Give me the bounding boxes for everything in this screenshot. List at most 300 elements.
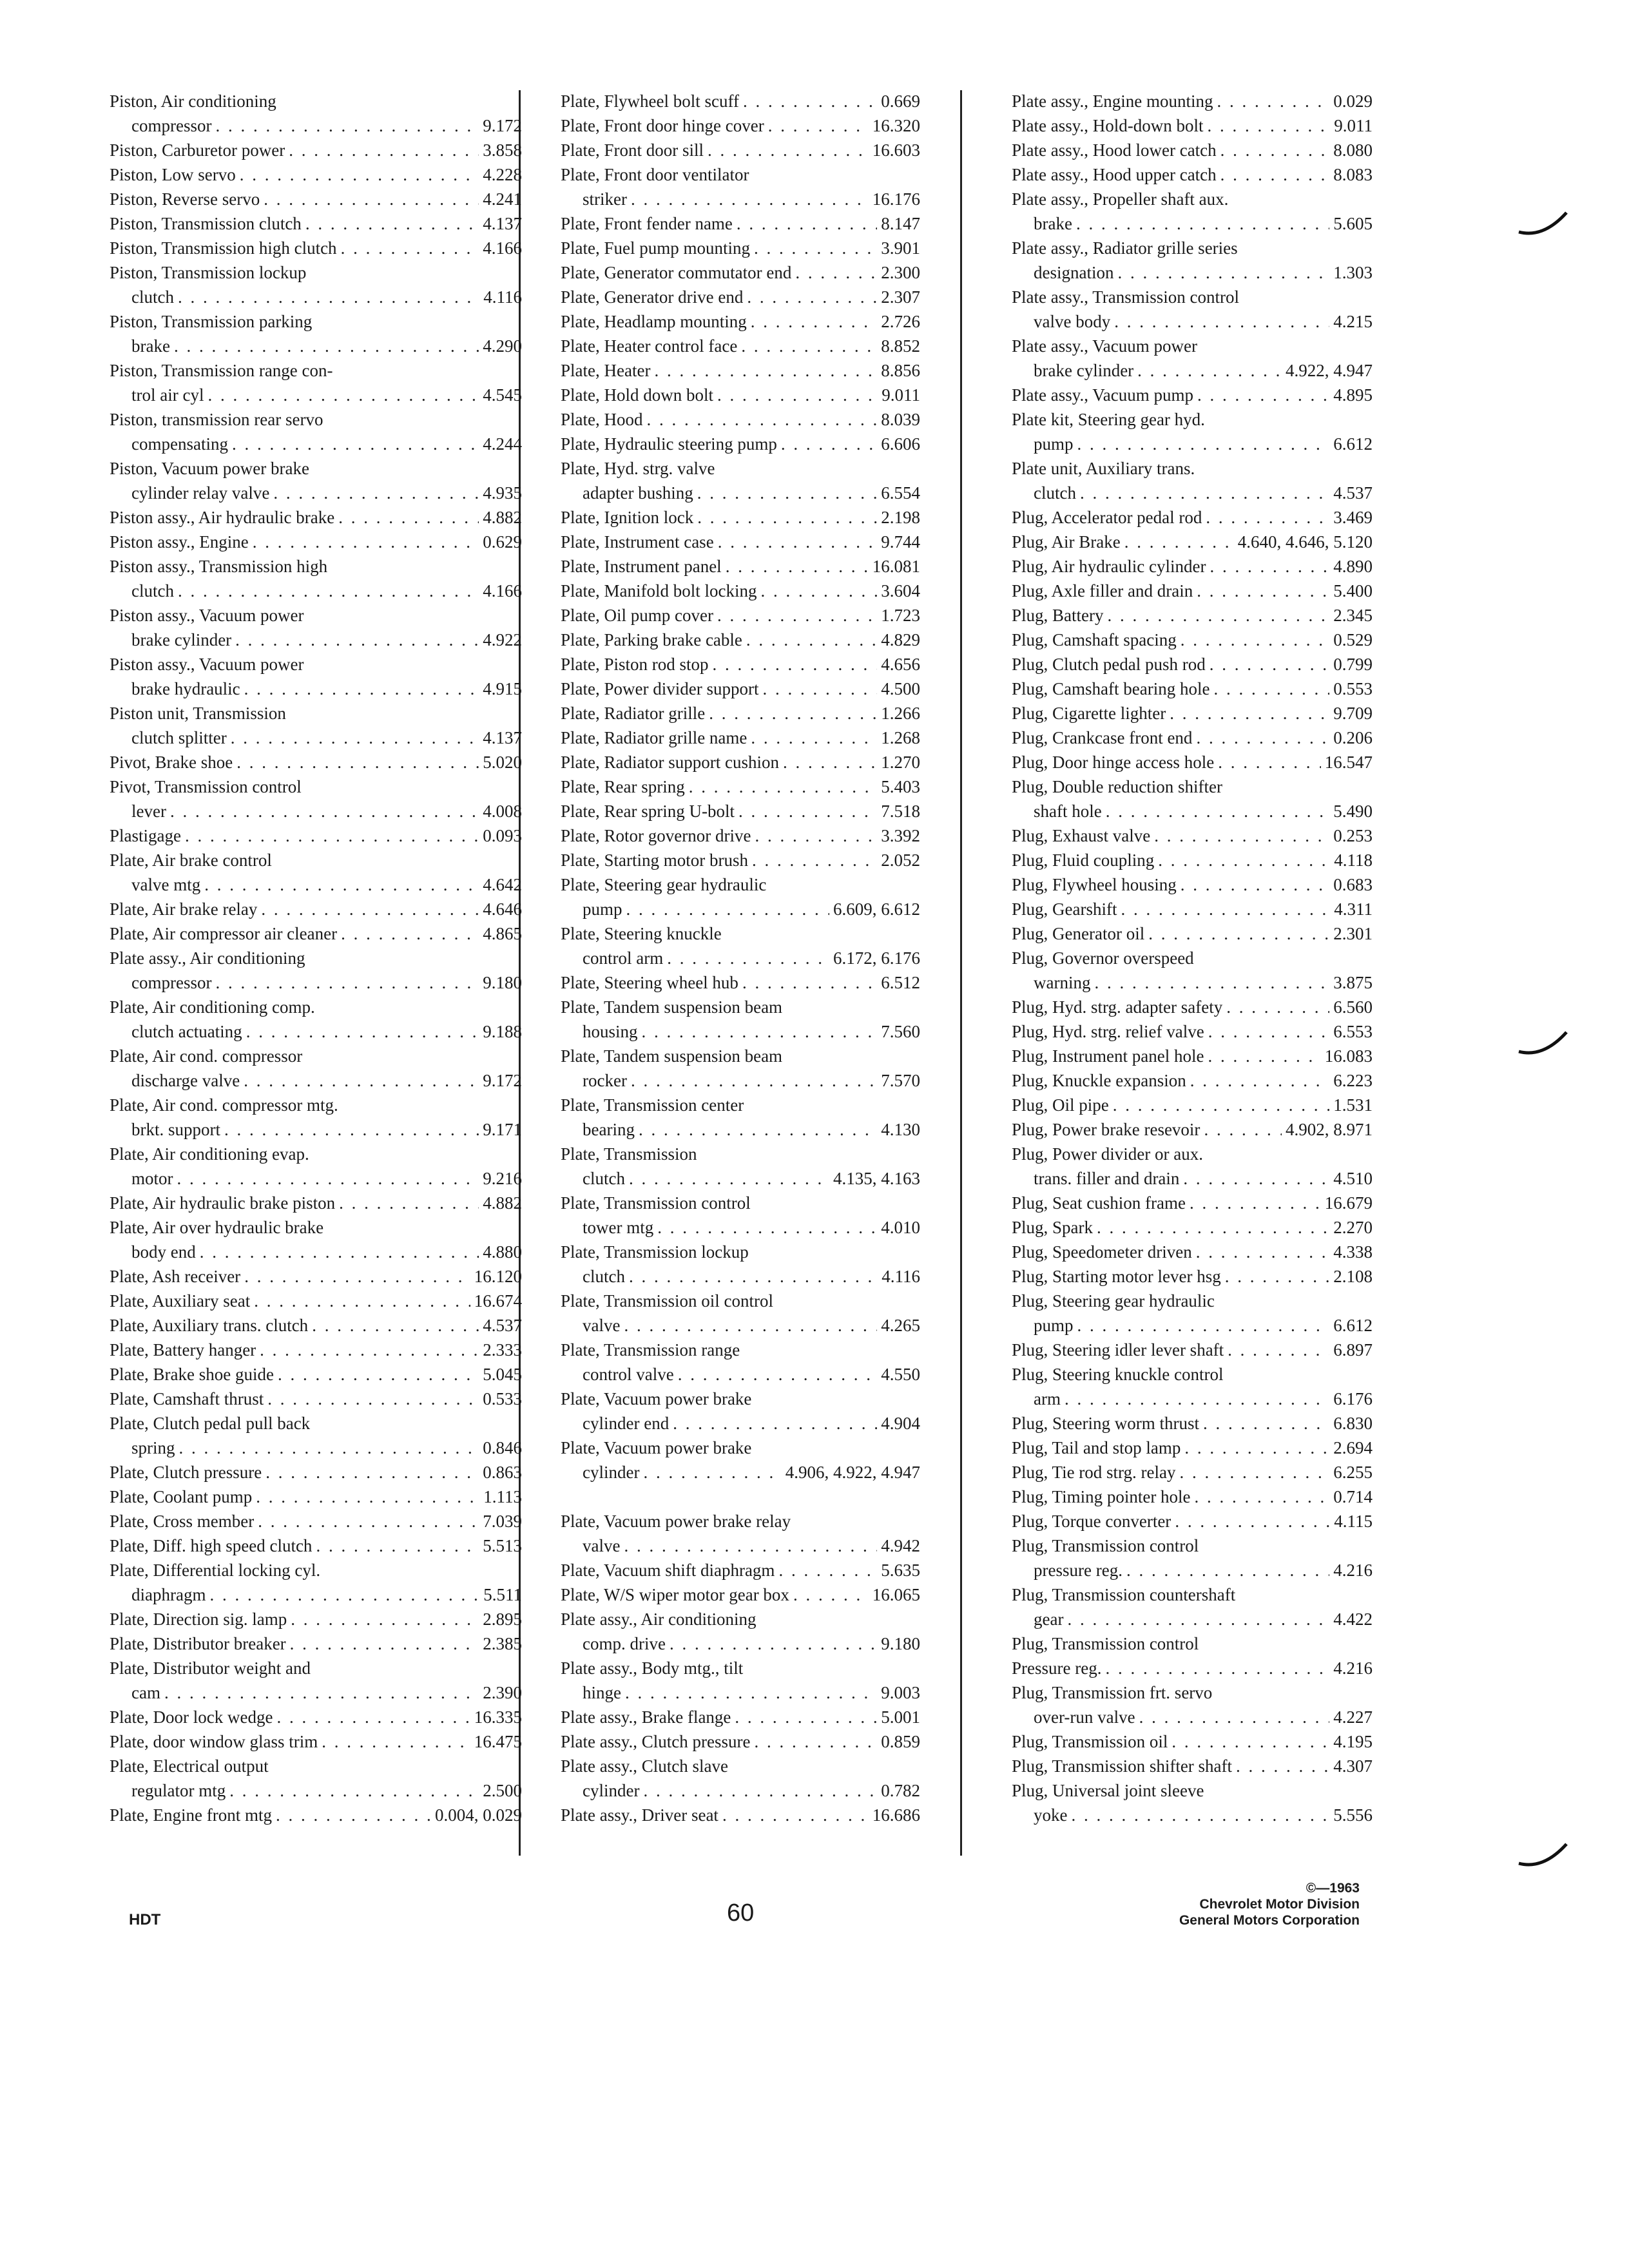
index-entry: [110, 1019, 522, 1044]
index-entry: [561, 579, 920, 603]
entry-text: Plate, Hood: [561, 410, 643, 429]
entry-text: Plug, Steering worm thrust: [1012, 1414, 1199, 1433]
index-entry: [1012, 1362, 1373, 1387]
entry-text: Plate, Rear spring U-bolt: [561, 802, 735, 821]
index-entry: [1012, 358, 1373, 383]
entry-text: brake: [1034, 214, 1072, 233]
entry-text: Piston, Transmission parking: [110, 312, 313, 331]
entry-text: Plate, Ignition lock: [561, 508, 694, 527]
entry-text: Plug, Crankcase front end: [1012, 728, 1193, 747]
index-entry: [110, 970, 522, 995]
dot-leader: [629, 1264, 878, 1289]
dot-leader: [1113, 1093, 1329, 1117]
index-entry: [110, 1754, 522, 1778]
entry-reference: 4.227: [1333, 1707, 1373, 1727]
index-entry: [110, 1778, 522, 1803]
entry-text: Plate, Vacuum power brake relay: [561, 1512, 791, 1531]
entry-text: Plate, Headlamp mounting: [561, 312, 747, 331]
entry-text: Plate, Instrument case: [561, 532, 714, 552]
dot-leader: [624, 1313, 877, 1338]
dot-leader: [1190, 1191, 1321, 1215]
entry-text: Plate assy., Engine mounting: [1012, 91, 1213, 111]
entry-text: Plate kit, Steering gear hyd.: [1012, 410, 1205, 429]
index-entry: [561, 89, 920, 113]
dot-leader: [260, 1338, 479, 1362]
entry-reference: 2.385: [483, 1634, 522, 1653]
entry-reference: 6.512: [881, 973, 920, 992]
dot-leader: [1158, 848, 1330, 872]
entry-text: Plate, Distributor weight and: [110, 1658, 311, 1678]
dot-leader: [1203, 1411, 1329, 1436]
entry-reference: 4.137: [483, 728, 522, 747]
entry-reference: 4.890: [1333, 557, 1373, 576]
entry-text: Plate, Radiator grille: [561, 704, 706, 723]
dot-leader: [232, 432, 479, 456]
index-entry: [1012, 1460, 1373, 1485]
entry-text: Plug, Transmission control: [1012, 1634, 1199, 1653]
entry-text: Plug, Axle filler and drain: [1012, 581, 1193, 601]
entry-text: clutch: [583, 1267, 625, 1286]
copyright-division: Chevrolet Motor Division: [1199, 1897, 1360, 1912]
entry-reference: 6.176: [1333, 1389, 1373, 1408]
dot-leader: [254, 1289, 470, 1313]
index-entry: [1012, 1705, 1373, 1729]
index-entry: [1012, 1411, 1373, 1436]
index-column-3: [1012, 89, 1373, 1827]
entry-reference: 2.895: [483, 1610, 522, 1629]
entry-reference: 2.390: [483, 1683, 522, 1702]
entry-text: pump: [1034, 1316, 1074, 1335]
dot-leader: [1207, 113, 1330, 138]
entry-reference: 0.863: [483, 1463, 522, 1482]
index-entry: [1012, 799, 1373, 823]
entry-text: Plug, Speedometer driven: [1012, 1242, 1192, 1262]
entry-reference: 5.045: [483, 1365, 522, 1384]
entry-text: Plug, Universal joint sleeve: [1012, 1781, 1204, 1800]
dot-leader: [200, 1240, 479, 1264]
index-entry: [110, 89, 522, 113]
entry-text: Plate, Camshaft thrust: [110, 1389, 264, 1408]
entry-reference: 16.547: [1324, 753, 1373, 772]
entry-text: Plate assy., Vacuum pump: [1012, 385, 1193, 405]
dot-leader: [689, 774, 878, 799]
index-entry: [110, 334, 522, 358]
index-entry: [1012, 1264, 1373, 1289]
entry-reference: 1.270: [881, 753, 920, 772]
entry-reference: 0.553: [1333, 679, 1373, 698]
index-entry: [561, 1607, 920, 1631]
index-entry: [561, 138, 920, 162]
index-entry: [561, 481, 920, 505]
index-entry: [561, 285, 920, 309]
index-entry: [110, 309, 522, 334]
index-entry: [561, 334, 920, 358]
index-entry: [1012, 554, 1373, 579]
index-entry: [1012, 1754, 1373, 1778]
index-entry: [110, 677, 522, 701]
entry-text: motor: [131, 1169, 173, 1188]
entry-reference: 4.265: [881, 1316, 920, 1335]
index-entry: [1012, 1068, 1373, 1093]
entry-text: Plug, Power divider or aux.: [1012, 1144, 1203, 1164]
entry-text: Plate, Transmission: [561, 1144, 697, 1164]
entry-text: Plug, Tail and stop lamp: [1012, 1438, 1181, 1457]
dot-leader: [760, 579, 877, 603]
entry-text: Plate, Radiator support cushion: [561, 753, 779, 772]
entry-reference: 4.115: [1334, 1512, 1373, 1531]
entry-reference: 2.300: [881, 263, 920, 282]
dot-leader: [1181, 872, 1329, 897]
entry-text: Plug, Oil pipe: [1012, 1095, 1109, 1115]
entry-reference: 5.490: [1333, 802, 1373, 821]
dot-leader: [717, 383, 878, 407]
index-entry: [110, 1338, 522, 1362]
entry-reference: 9.216: [483, 1169, 522, 1188]
index-entry: [561, 1558, 920, 1582]
entry-reference: 16.686: [872, 1805, 920, 1825]
index-entry: [1012, 750, 1373, 774]
entry-text: Plate, Steering knuckle: [561, 924, 722, 943]
entry-text: Plate assy., Hold-down bolt: [1012, 116, 1204, 135]
entry-reference: 9.011: [882, 385, 920, 405]
entry-reference: 4.865: [483, 924, 522, 943]
entry-text: Plate, Air conditioning evap.: [110, 1144, 309, 1164]
dot-leader: [276, 1803, 431, 1827]
dot-leader: [713, 652, 878, 677]
index-entry: [561, 162, 920, 187]
entry-text: Plate assy., Clutch slave: [561, 1756, 728, 1776]
index-entry: [561, 1631, 920, 1656]
entry-text: Plate, Clutch pedal pull back: [110, 1414, 311, 1433]
index-entry: [561, 970, 920, 995]
dot-leader: [754, 1729, 877, 1754]
entry-reference: 9.171: [483, 1120, 522, 1139]
entry-text: cylinder end: [583, 1414, 670, 1433]
entry-text: Plug, Battery: [1012, 606, 1104, 625]
entry-text: clutch: [131, 581, 174, 601]
dot-leader: [755, 823, 877, 848]
dot-leader: [1197, 579, 1329, 603]
entry-text: Plate, Front door hinge cover: [561, 116, 764, 135]
entry-text: Plate, Air hydraulic brake piston: [110, 1193, 336, 1213]
entry-text: Plug, Gearshift: [1012, 899, 1117, 919]
entry-text: Plate, Brake shoe guide: [110, 1365, 274, 1384]
dot-leader: [1181, 628, 1330, 652]
entry-text: gear: [1034, 1610, 1064, 1629]
dot-leader: [1071, 1803, 1329, 1827]
index-entry: [110, 1289, 522, 1313]
entry-reference: 5.513: [483, 1536, 522, 1555]
entry-text: valve mtg: [131, 875, 201, 894]
entry-text: brake: [131, 336, 170, 356]
entry-text: Plate, Transmission control: [561, 1193, 751, 1213]
dot-leader: [708, 138, 869, 162]
entry-text: Plate, Transmission lockup: [561, 1242, 749, 1262]
dot-leader: [1180, 1460, 1330, 1485]
dot-leader: [341, 236, 479, 260]
index-entry: [110, 162, 522, 187]
entry-text: Plate, Heater control face: [561, 336, 738, 356]
entry-reference: 4.215: [1333, 312, 1373, 331]
entry-text: Piston, Carburetor power: [110, 140, 285, 160]
index-entry: [110, 1117, 522, 1142]
dot-leader: [322, 1729, 470, 1754]
entry-reference: 2.726: [881, 312, 920, 331]
dot-leader: [654, 358, 877, 383]
entry-text: Plug, Steering knuckle control: [1012, 1365, 1224, 1384]
entry-text: Plate, Transmission range: [561, 1340, 740, 1360]
entry-reference: 0.683: [1333, 875, 1373, 894]
index-entry: [561, 1142, 920, 1166]
dot-leader: [697, 481, 878, 505]
entry-text: Plate, Tandem suspension beam: [561, 1046, 783, 1066]
index-entry: [561, 1803, 920, 1827]
entry-text: Piston, Reverse servo: [110, 189, 260, 209]
entry-text: Piston assy., Engine: [110, 532, 249, 552]
dot-leader: [1226, 995, 1329, 1019]
dot-leader: [647, 407, 878, 432]
dot-leader: [697, 505, 877, 530]
entry-reference: 0.714: [1333, 1487, 1373, 1506]
index-entry: [1012, 1582, 1373, 1607]
entry-reference: 3.469: [1333, 508, 1373, 527]
index-entry: [110, 652, 522, 677]
index-entry: [110, 285, 522, 309]
entry-reference: 16.120: [474, 1267, 522, 1286]
index-entry: [561, 774, 920, 799]
entry-reference: 16.083: [1324, 1046, 1373, 1066]
entry-text: Pressure reg.: [1012, 1658, 1102, 1678]
entry-reference: 0.093: [483, 826, 522, 845]
index-entry: [110, 1191, 522, 1215]
dot-leader: [1225, 1264, 1330, 1289]
dot-leader: [276, 1705, 470, 1729]
dot-leader: [1217, 89, 1329, 113]
index-entry: [1012, 1142, 1373, 1166]
entry-reference: 0.846: [483, 1438, 522, 1457]
entry-reference: 8.080: [1333, 140, 1373, 160]
entry-reference: 5.635: [881, 1561, 920, 1580]
entry-text: brake hydraulic: [131, 679, 240, 698]
entry-reference: 6.612: [1333, 1316, 1373, 1335]
entry-reference: 3.875: [1333, 973, 1373, 992]
entry-text: bearing: [583, 1120, 635, 1139]
dot-leader: [185, 823, 479, 848]
index-entry: [110, 236, 522, 260]
index-entry: [561, 1338, 920, 1362]
entry-reference: 0.629: [483, 532, 522, 552]
index-entry: [110, 1558, 522, 1582]
dot-leader: [1190, 1068, 1330, 1093]
index-entry: [561, 848, 920, 872]
index-entry: [561, 1387, 920, 1411]
entry-text: Plate, Radiator grille name: [561, 728, 747, 747]
entry-text: Plate assy., Air conditioning: [110, 948, 305, 968]
dot-leader: [244, 1264, 470, 1289]
entry-reference: 9.011: [1334, 116, 1373, 135]
index-entry: [1012, 946, 1373, 970]
index-entry: [1012, 726, 1373, 750]
dot-leader: [642, 1019, 878, 1044]
entry-text: Plate, Door lock wedge: [110, 1707, 273, 1727]
entry-text: Plate, W/S wiper motor gear box: [561, 1585, 789, 1604]
entry-reference: 7.570: [881, 1071, 920, 1090]
index-entry: [110, 1166, 522, 1191]
index-entry: [110, 1509, 522, 1533]
entry-text: Plate, Rotor governor drive: [561, 826, 751, 845]
index-entry: [561, 701, 920, 726]
index-entry: [1012, 236, 1373, 260]
entry-text: arm: [1034, 1389, 1061, 1408]
dot-leader: [1210, 652, 1330, 677]
entry-text: Plate, Flywheel bolt scuff: [561, 91, 739, 111]
dot-leader: [1220, 162, 1330, 187]
dot-leader: [718, 530, 878, 554]
entry-reference: 4.338: [1333, 1242, 1373, 1262]
index-entry: [110, 701, 522, 726]
index-entry: [1012, 1117, 1373, 1142]
entry-text: compressor: [131, 973, 212, 992]
entry-reference: 5.403: [881, 777, 920, 796]
dot-leader: [1106, 799, 1330, 823]
dot-leader: [1154, 823, 1329, 848]
entry-reference: 4.116: [483, 287, 522, 307]
dot-leader: [339, 1191, 479, 1215]
index-entry: [110, 750, 522, 774]
entry-text: brkt. support: [131, 1120, 220, 1139]
index-entry: [1012, 995, 1373, 1019]
entry-reference: 5.400: [1333, 581, 1373, 601]
entry-text: designation: [1034, 263, 1114, 282]
entry-text: Plate, Vacuum shift diaphragm: [561, 1561, 775, 1580]
entry-text: Plate assy., Radiator grille series: [1012, 238, 1238, 258]
dot-leader: [1108, 603, 1330, 628]
entry-text: Plate assy., Propeller shaft aux.: [1012, 189, 1229, 209]
dot-leader: [1121, 897, 1330, 921]
dot-leader: [624, 1533, 877, 1558]
dot-leader: [305, 211, 479, 236]
entry-reference: 4.942: [881, 1536, 920, 1555]
dot-leader: [1197, 383, 1329, 407]
entry-reference: 4.195: [1333, 1732, 1373, 1751]
entry-text: Plate, Generator drive end: [561, 287, 744, 307]
entry-reference: 6.560: [1333, 997, 1373, 1017]
index-spacer: [561, 1485, 920, 1509]
dot-leader: [670, 1631, 877, 1656]
entry-reference: 7.518: [881, 802, 920, 821]
entry-text: clutch splitter: [131, 728, 227, 747]
entry-reference: 16.475: [474, 1732, 522, 1751]
entry-text: Plate, Front door ventilator: [561, 165, 749, 184]
index-entry: [1012, 211, 1373, 236]
entry-reference: 0.533: [483, 1389, 522, 1408]
entry-text: Plate, Manifold bolt locking: [561, 581, 757, 601]
dot-leader: [752, 848, 877, 872]
dot-leader: [1204, 1117, 1282, 1142]
index-entry: [110, 1362, 522, 1387]
entry-reference: 2.108: [1333, 1267, 1373, 1286]
entry-text: Plug, Camshaft bearing hole: [1012, 679, 1210, 698]
entry-text: Plug, Hyd. strg. adapter safety: [1012, 997, 1223, 1017]
dot-leader: [1171, 1729, 1329, 1754]
dot-leader: [1080, 481, 1329, 505]
index-entry: [1012, 652, 1373, 677]
dot-leader: [267, 1387, 479, 1411]
index-entry: [1012, 89, 1373, 113]
entry-reference: 4.642: [483, 875, 522, 894]
entry-reference: 16.603: [872, 140, 920, 160]
entry-reference: 6.554: [881, 483, 920, 503]
index-entry: [110, 1387, 522, 1411]
index-entry: [561, 187, 920, 211]
margin-check-mark: [1518, 1836, 1569, 1875]
entry-text: Plate, Hydraulic steering pump: [561, 434, 777, 454]
entry-text: Plug, Fluid coupling: [1012, 850, 1155, 870]
index-entry: [561, 726, 920, 750]
dot-leader: [631, 187, 869, 211]
index-entry: [1012, 1019, 1373, 1044]
dot-leader: [1076, 211, 1329, 236]
dot-leader: [207, 383, 479, 407]
dot-leader: [751, 309, 878, 334]
index-entry: [1012, 1436, 1373, 1460]
footer-code: HDT: [129, 1911, 161, 1928]
index-entry: [110, 383, 522, 407]
dot-leader: [643, 1778, 877, 1803]
entry-reference: 5.020: [483, 753, 522, 772]
entry-text: tower mtg: [583, 1218, 654, 1237]
entry-reference: 4.422: [1333, 1610, 1373, 1629]
entry-text: Plate, Cross member: [110, 1512, 255, 1531]
entry-text: Piston unit, Transmission: [110, 704, 286, 723]
index-entry: [561, 1068, 920, 1093]
dot-leader: [1218, 750, 1321, 774]
entry-text: Plug, Flywheel housing: [1012, 875, 1177, 894]
index-entry: [110, 260, 522, 285]
entry-text: Piston assy., Vacuum power: [110, 606, 304, 625]
dot-leader: [1170, 701, 1329, 726]
entry-text: Plug, Knuckle expansion: [1012, 1071, 1186, 1090]
entry-text: Plate, Diff. high speed clutch: [110, 1536, 313, 1555]
index-entry: [561, 554, 920, 579]
margin-check-mark: [1518, 205, 1569, 244]
dot-leader: [1183, 1166, 1329, 1191]
dot-leader: [312, 1313, 479, 1338]
entry-text: Plug, Transmission frt. servo: [1012, 1683, 1213, 1702]
entry-reference: 0.029: [1333, 91, 1373, 111]
index-entry: [1012, 505, 1373, 530]
entry-reference: 4.130: [881, 1120, 920, 1139]
entry-reference: 0.253: [1333, 826, 1373, 845]
index-entry: [561, 1191, 920, 1215]
dot-leader: [737, 211, 877, 236]
index-entry: [1012, 603, 1373, 628]
dot-leader: [224, 1117, 479, 1142]
dot-leader: [667, 946, 829, 970]
entry-text: Plate, Piston rod stop: [561, 655, 709, 674]
index-entry: [561, 260, 920, 285]
entry-text: cam: [131, 1683, 160, 1702]
copyright-year: ©—1963: [1306, 1881, 1360, 1896]
index-entry: [1012, 1240, 1373, 1264]
index-entry: [561, 309, 920, 334]
entry-reference: 4.290: [483, 336, 522, 356]
entry-text: Plate, Steering wheel hub: [561, 973, 738, 992]
index-entry: [1012, 1778, 1373, 1803]
entry-text: Plate, Hyd. strg. valve: [561, 459, 715, 478]
entry-reference: 4.537: [1333, 483, 1373, 503]
index-entry: [561, 995, 920, 1019]
